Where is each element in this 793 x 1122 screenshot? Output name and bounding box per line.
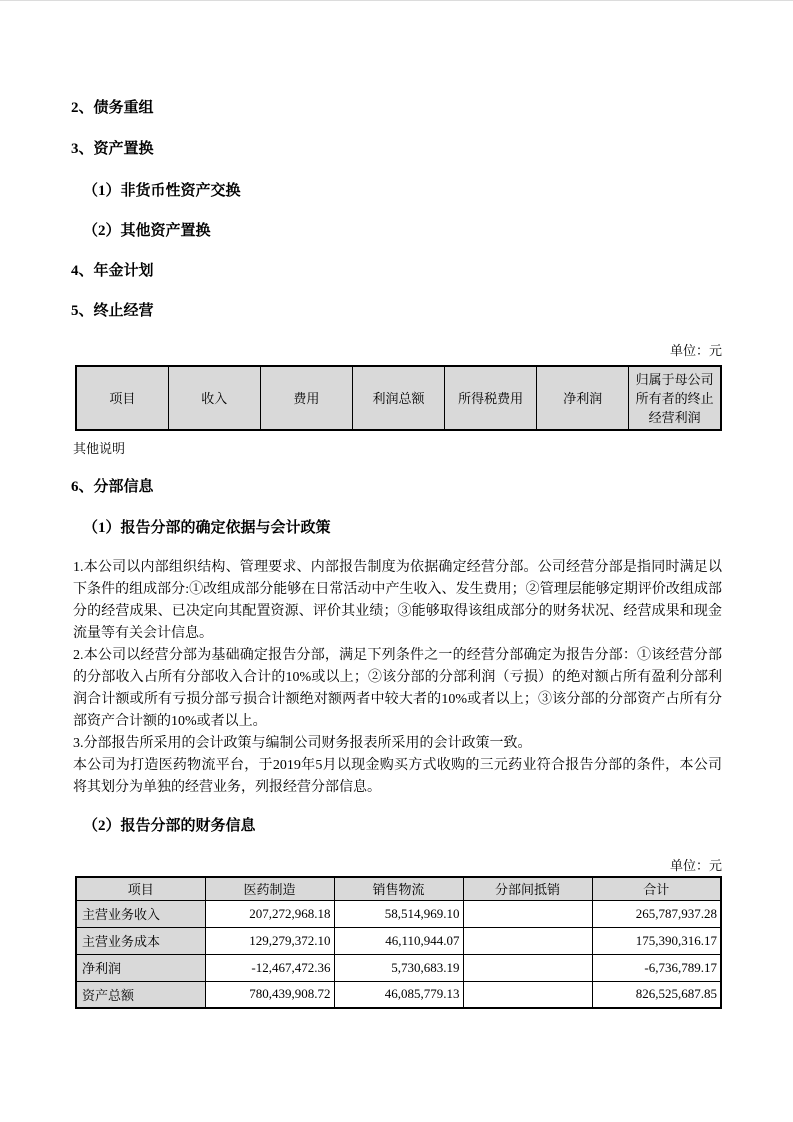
cell-value: 826,525,687.85 <box>592 981 721 1008</box>
heading-asset-swap: 3、资产置换 <box>71 141 154 157</box>
row-label: 资产总额 <box>76 981 205 1008</box>
row-label: 净利润 <box>76 954 205 981</box>
cell-value: 265,787,937.28 <box>592 900 721 927</box>
header-cell-elimination: 分部间抵销 <box>463 877 592 900</box>
cell-value: -12,467,472.36 <box>205 954 334 981</box>
discontinued-operations-table <box>75 365 722 431</box>
paragraph-accounting-policy: 3.分部报告所采用的会计政策与编制公司财务报表所采用的会计政策一致。 <box>73 736 532 751</box>
header-cell-item: 项目 <box>76 877 205 900</box>
heading-annuity-plan: 4、年金计划 <box>71 263 154 279</box>
header-cell-total: 合计 <box>592 877 721 900</box>
cell-value: -6,736,789.17 <box>592 954 721 981</box>
header-cell-income: 收入 <box>168 366 260 430</box>
heading-non-monetary-swap: （1）非货币性资产交换 <box>83 183 241 199</box>
cell-value: 207,272,968.18 <box>205 900 334 927</box>
heading-segment-info: 6、分部信息 <box>71 479 154 495</box>
cell-value: 129,279,372.10 <box>205 927 334 954</box>
cell-value <box>463 900 592 927</box>
cell-value: 46,110,944.07 <box>334 927 463 954</box>
header-cell-expense: 费用 <box>260 366 352 430</box>
table-header-row <box>76 877 721 900</box>
cell-value: 58,514,969.10 <box>334 900 463 927</box>
heading-debt-restructuring: 2、债务重组 <box>71 100 154 116</box>
cell-value: 780,439,908.72 <box>205 981 334 1008</box>
unit-label-discontinued: 单位：元 <box>669 343 722 358</box>
cell-value: 46,085,779.13 <box>334 981 463 1008</box>
heading-segment-financial: （2）报告分部的财务信息 <box>83 818 256 834</box>
header-cell-income-tax: 所得税费用 <box>445 366 537 430</box>
cell-value: 5,730,683.19 <box>334 954 463 981</box>
table-row-revenue <box>76 900 721 927</box>
unit-label-segment: 单位：元 <box>669 858 722 873</box>
heading-other-asset-swap: （2）其他资产置换 <box>83 223 211 239</box>
paragraph-reporting-criteria: 2.本公司以经营分部为基础确定报告分部，满足下列条件之一的经营分部确定为报告分部：①该经营分部的分部收入占所有分部收入合计的10%或以上；②该分部的分部利润（亏损）的绝对额占所有盈利分部利润合计额或所有亏损分部亏损合计额绝对额两者中较大者的10%或者以上；③该分部的分部资产占所有分部资产合计额的10%或者以上。 <box>73 648 722 729</box>
header-cell-net-profit: 净利润 <box>537 366 629 430</box>
row-label: 主营业务收入 <box>76 900 205 927</box>
row-label: 主营业务成本 <box>76 927 205 954</box>
paragraph-segment-definition: 1.本公司以内部组织结构、管理要求、内部报告制度为依据确定经营分部。公司经营分部是指同时满足以下条件的组成部分:①改组成部分能够在日常活动中产生收入、发生费用；②管理层能够定期评价改组成部分的经营成果、已决定向其配置资源、评价其业绩；③能够取得该组成部分的财务状况、经营成果和现金流量等有关会计信息。 <box>73 560 722 641</box>
other-note: 其他说明 <box>73 441 126 456</box>
table-row-total-assets <box>76 981 721 1008</box>
header-cell-total-profit: 利润总额 <box>352 366 444 430</box>
header-cell-logistics: 销售物流 <box>334 877 463 900</box>
segment-financial-table <box>75 876 722 1009</box>
cell-value: 175,390,316.17 <box>592 927 721 954</box>
cell-value <box>463 981 592 1008</box>
header-cell-item: 项目 <box>76 366 168 430</box>
table-row-net-profit <box>76 954 721 981</box>
table-header-row <box>76 366 721 430</box>
heading-discontinued-operation: 5、终止经营 <box>71 303 154 319</box>
cell-value <box>463 954 592 981</box>
header-cell-parent-attributable: 归属于母公司所有者的终止经营利润 <box>629 366 721 430</box>
table-row-cost <box>76 927 721 954</box>
heading-segment-basis: （1）报告分部的确定依据与会计政策 <box>83 520 331 536</box>
paragraph-logistics-platform: 本公司为打造医药物流平台，于2019年5月以现金购买方式收购的三元药业符合报告分部的条件，本公司将其划分为单独的经营业务，列报经营分部信息。 <box>73 758 722 795</box>
header-cell-pharma: 医药制造 <box>205 877 334 900</box>
cell-value <box>463 927 592 954</box>
